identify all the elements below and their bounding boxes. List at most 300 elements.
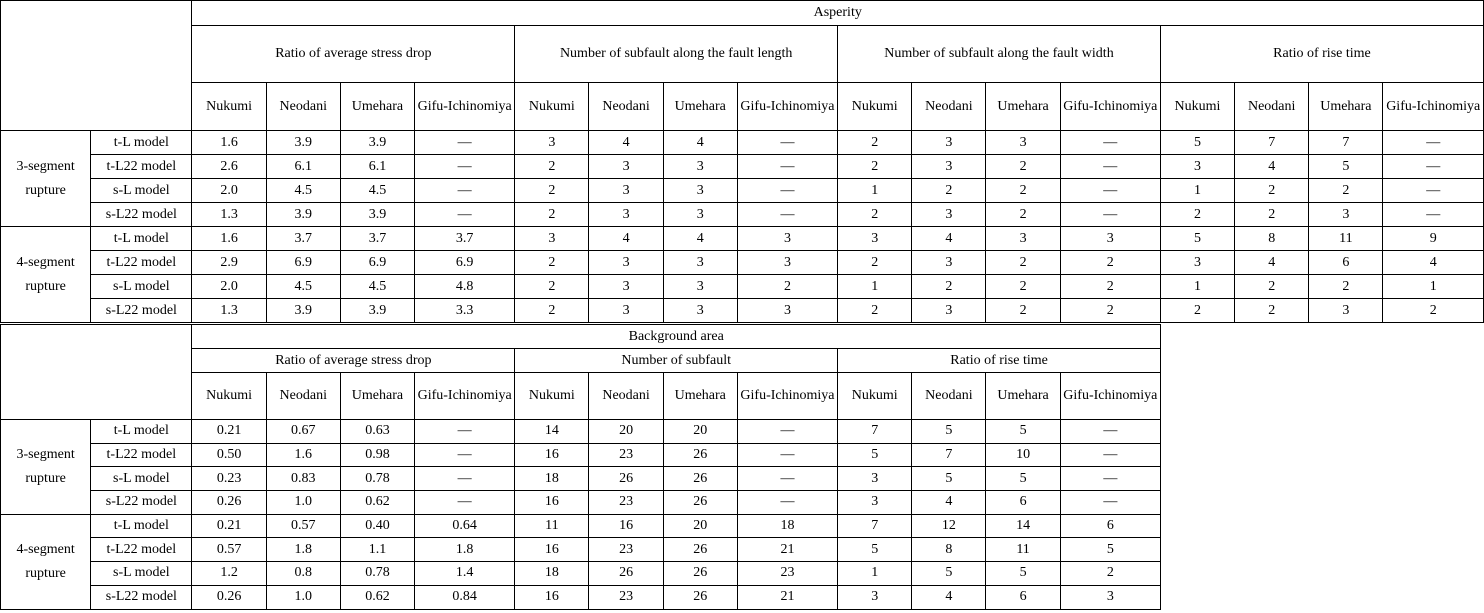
table-cell: — bbox=[1060, 467, 1160, 491]
table-cell: 3.9 bbox=[340, 203, 414, 227]
corner-cell bbox=[1, 1, 192, 131]
table-cell: — bbox=[415, 443, 515, 467]
title-row bbox=[1, 325, 1161, 349]
site-header: Nukumi bbox=[515, 373, 589, 420]
table-cell: 4.5 bbox=[266, 275, 340, 299]
table-row bbox=[1, 562, 1161, 586]
table-cell: 1.0 bbox=[266, 585, 340, 609]
table-cell: 2 bbox=[737, 275, 837, 299]
table-cell: — bbox=[415, 420, 515, 444]
table-cell: 2 bbox=[1309, 275, 1383, 299]
table-row bbox=[1, 227, 1484, 251]
table-row bbox=[1, 131, 1484, 155]
table-cell: 3 bbox=[663, 179, 737, 203]
table-cell: 2 bbox=[838, 251, 912, 275]
table-cell: — bbox=[1383, 155, 1484, 179]
table-cell: 2 bbox=[986, 299, 1060, 323]
table-cell: — bbox=[737, 131, 837, 155]
model-label: s-L22 model bbox=[91, 585, 192, 609]
table-cell: — bbox=[737, 467, 837, 491]
table-cell: 0.84 bbox=[415, 585, 515, 609]
model-label: t-L22 model bbox=[91, 443, 192, 467]
model-label: s-L model bbox=[91, 275, 192, 299]
table-cell: 1.1 bbox=[340, 538, 414, 562]
table-cell: — bbox=[737, 420, 837, 444]
table-cell: 0.40 bbox=[340, 514, 414, 538]
table-cell: — bbox=[737, 491, 837, 515]
table-cell: 3 bbox=[737, 227, 837, 251]
table-cell: 3 bbox=[589, 299, 663, 323]
table-cell: 3 bbox=[515, 227, 589, 251]
table-cell: 11 bbox=[986, 538, 1060, 562]
table-cell: 3 bbox=[986, 131, 1060, 155]
table-cell: 5 bbox=[1309, 155, 1383, 179]
table-cell: — bbox=[1383, 131, 1484, 155]
table-cell: — bbox=[737, 155, 837, 179]
table-cell: 4 bbox=[1383, 251, 1484, 275]
model-label: t-L model bbox=[91, 420, 192, 444]
table-cell: 3 bbox=[663, 203, 737, 227]
model-label: s-L model bbox=[91, 467, 192, 491]
site-header: Umehara bbox=[663, 373, 737, 420]
table-cell: 3 bbox=[663, 299, 737, 323]
site-header: Neodani bbox=[912, 373, 986, 420]
table-cell: — bbox=[1060, 155, 1160, 179]
table-cell: 4 bbox=[589, 131, 663, 155]
table-cell: 2 bbox=[1383, 299, 1484, 323]
table-cell: 26 bbox=[663, 491, 737, 515]
table-cell: — bbox=[415, 179, 515, 203]
table-cell: 3.7 bbox=[415, 227, 515, 251]
table-cell: 2 bbox=[912, 179, 986, 203]
table-cell: 3 bbox=[912, 251, 986, 275]
table-cell: 16 bbox=[589, 514, 663, 538]
table-cell: 0.21 bbox=[192, 420, 266, 444]
table-row bbox=[1, 538, 1161, 562]
table-cell: 0.64 bbox=[415, 514, 515, 538]
site-header: Nukumi bbox=[838, 83, 912, 131]
table-cell: 0.50 bbox=[192, 443, 266, 467]
table-cell: 3.9 bbox=[266, 131, 340, 155]
table-cell: 7 bbox=[912, 443, 986, 467]
table-cell: 7 bbox=[1309, 131, 1383, 155]
table-cell: 5 bbox=[1160, 227, 1234, 251]
table-row bbox=[1, 585, 1161, 609]
table-cell: 0.23 bbox=[192, 467, 266, 491]
table-cell: 2 bbox=[1235, 299, 1309, 323]
table-cell: 3 bbox=[1060, 227, 1160, 251]
table-cell: 3.9 bbox=[340, 299, 414, 323]
table-cell: 6 bbox=[1060, 514, 1160, 538]
group-header: Ratio of average stress drop bbox=[192, 349, 515, 373]
table-cell: — bbox=[415, 491, 515, 515]
table-cell: 20 bbox=[663, 514, 737, 538]
table-cell: 3 bbox=[737, 251, 837, 275]
model-label: t-L22 model bbox=[91, 155, 192, 179]
model-label: s-L22 model bbox=[91, 491, 192, 515]
table-cell: 21 bbox=[737, 538, 837, 562]
table-cell: 3.9 bbox=[340, 131, 414, 155]
table-cell: — bbox=[1060, 179, 1160, 203]
table-row bbox=[1, 467, 1161, 491]
table-cell: — bbox=[1060, 131, 1160, 155]
table-cell: 3 bbox=[515, 131, 589, 155]
table-cell: 8 bbox=[1235, 227, 1309, 251]
table-cell: 14 bbox=[986, 514, 1060, 538]
table-row bbox=[1, 155, 1484, 179]
table-cell: 2 bbox=[986, 275, 1060, 299]
corner-cell bbox=[1, 325, 192, 420]
table-cell: 3.3 bbox=[415, 299, 515, 323]
table-cell: 0.98 bbox=[340, 443, 414, 467]
table-cell: 2 bbox=[1060, 251, 1160, 275]
table-cell: — bbox=[1060, 420, 1160, 444]
table-cell: 0.67 bbox=[266, 420, 340, 444]
table-cell: 23 bbox=[589, 538, 663, 562]
table-cell: 1.2 bbox=[192, 562, 266, 586]
table-cell: 2 bbox=[515, 179, 589, 203]
table-cell: 23 bbox=[589, 491, 663, 515]
model-label: s-L model bbox=[91, 179, 192, 203]
table-cell: 3 bbox=[589, 251, 663, 275]
table-cell: 1.6 bbox=[266, 443, 340, 467]
table-cell: 26 bbox=[663, 585, 737, 609]
table-cell: 0.63 bbox=[340, 420, 414, 444]
group-header: Ratio of rise time bbox=[1160, 26, 1483, 83]
table-cell: 3 bbox=[838, 585, 912, 609]
table-cell: 0.62 bbox=[340, 491, 414, 515]
table-cell: 2 bbox=[986, 203, 1060, 227]
table-cell: 2 bbox=[986, 155, 1060, 179]
table-title: Background area bbox=[192, 325, 1161, 349]
table-cell: 16 bbox=[515, 443, 589, 467]
table-cell: 1.8 bbox=[415, 538, 515, 562]
table-cell: 4 bbox=[912, 491, 986, 515]
table-cell: — bbox=[737, 443, 837, 467]
site-header: Neodani bbox=[266, 373, 340, 420]
table-row bbox=[1, 203, 1484, 227]
table-cell: 26 bbox=[663, 538, 737, 562]
table-title: Asperity bbox=[192, 1, 1484, 26]
table-cell: 12 bbox=[912, 514, 986, 538]
table-cell: 7 bbox=[1235, 131, 1309, 155]
table-cell: 2.9 bbox=[192, 251, 266, 275]
site-header: Umehara bbox=[986, 83, 1060, 131]
table-cell: 2 bbox=[838, 155, 912, 179]
table-cell: 23 bbox=[737, 562, 837, 586]
table-cell: 6.9 bbox=[415, 251, 515, 275]
table-cell: 5 bbox=[912, 467, 986, 491]
table-row bbox=[1, 514, 1161, 538]
table-cell: — bbox=[415, 155, 515, 179]
site-header: Gifu-Ichinomiya bbox=[415, 83, 515, 131]
table-cell: — bbox=[1383, 179, 1484, 203]
table-cell: 6 bbox=[986, 585, 1060, 609]
table-cell: 0.8 bbox=[266, 562, 340, 586]
rupture-scenario-label: 4-segment rupture bbox=[1, 227, 91, 323]
table-cell: 3.9 bbox=[266, 299, 340, 323]
model-label: s-L model bbox=[91, 562, 192, 586]
table-cell: 1.4 bbox=[415, 562, 515, 586]
site-header: Neodani bbox=[589, 373, 663, 420]
table-cell: — bbox=[1060, 491, 1160, 515]
table-cell: 0.78 bbox=[340, 467, 414, 491]
rupture-scenario-label: 4-segment rupture bbox=[1, 514, 91, 609]
table-cell: 18 bbox=[515, 467, 589, 491]
table-cell: 1.3 bbox=[192, 299, 266, 323]
table-cell: 3 bbox=[737, 299, 837, 323]
table-row bbox=[1, 179, 1484, 203]
table-cell: 4.8 bbox=[415, 275, 515, 299]
table-cell: 2 bbox=[986, 251, 1060, 275]
group-header: Number of subfault along the fault width bbox=[838, 26, 1161, 83]
table-cell: 2 bbox=[515, 299, 589, 323]
table-cell: 2.0 bbox=[192, 275, 266, 299]
table-cell: 1.0 bbox=[266, 491, 340, 515]
table-cell: 7 bbox=[838, 420, 912, 444]
site-header: Nukumi bbox=[838, 373, 912, 420]
table-cell: 3 bbox=[663, 275, 737, 299]
model-label: t-L model bbox=[91, 131, 192, 155]
table-cell: — bbox=[415, 467, 515, 491]
table-cell: 2 bbox=[1160, 299, 1234, 323]
table-cell: 4 bbox=[912, 585, 986, 609]
table-cell: 1 bbox=[1383, 275, 1484, 299]
table-cell: 3 bbox=[589, 275, 663, 299]
table-cell: 1.8 bbox=[266, 538, 340, 562]
table-cell: 26 bbox=[589, 467, 663, 491]
table-cell: 3 bbox=[1309, 203, 1383, 227]
table-cell: — bbox=[415, 203, 515, 227]
rupture-scenario-label: 3-segment rupture bbox=[1, 420, 91, 515]
table-cell: 2 bbox=[1235, 275, 1309, 299]
table-row bbox=[1, 275, 1484, 299]
table-cell: 2 bbox=[838, 131, 912, 155]
table-cell: 2 bbox=[1060, 275, 1160, 299]
table-cell: 2 bbox=[838, 299, 912, 323]
table-cell: 2 bbox=[515, 155, 589, 179]
site-header: Umehara bbox=[340, 83, 414, 131]
table-cell: 3 bbox=[1060, 585, 1160, 609]
table-cell: 1.6 bbox=[192, 131, 266, 155]
table-cell: 0.83 bbox=[266, 467, 340, 491]
table-cell: 4.5 bbox=[340, 179, 414, 203]
site-header: Neodani bbox=[266, 83, 340, 131]
site-header: Nukumi bbox=[192, 373, 266, 420]
table-cell: 3 bbox=[663, 155, 737, 179]
table-cell: 0.78 bbox=[340, 562, 414, 586]
site-header: Umehara bbox=[1309, 83, 1383, 131]
table-cell: 3 bbox=[912, 203, 986, 227]
table-cell: 4.5 bbox=[266, 179, 340, 203]
table-cell: 2 bbox=[1160, 203, 1234, 227]
site-header: Neodani bbox=[912, 83, 986, 131]
table-cell: 18 bbox=[737, 514, 837, 538]
site-header: Umehara bbox=[986, 373, 1060, 420]
table-cell: 1 bbox=[838, 179, 912, 203]
background-area-table bbox=[0, 324, 1161, 610]
model-label: t-L model bbox=[91, 514, 192, 538]
table-cell: 26 bbox=[663, 562, 737, 586]
table-cell: 3 bbox=[663, 251, 737, 275]
table-cell: 5 bbox=[912, 562, 986, 586]
table-cell: — bbox=[1060, 443, 1160, 467]
table-cell: 3 bbox=[986, 227, 1060, 251]
table-cell: 26 bbox=[589, 562, 663, 586]
model-label: t-L22 model bbox=[91, 538, 192, 562]
group-header: Ratio of rise time bbox=[838, 349, 1161, 373]
table-cell: 3 bbox=[1160, 251, 1234, 275]
site-header: Neodani bbox=[1235, 83, 1309, 131]
table-cell: 2 bbox=[1060, 562, 1160, 586]
table-cell: 5 bbox=[1060, 538, 1160, 562]
table-cell: 5 bbox=[986, 467, 1060, 491]
table-cell: 0.26 bbox=[192, 585, 266, 609]
table-cell: 5 bbox=[986, 420, 1060, 444]
table-cell: 5 bbox=[986, 562, 1060, 586]
site-header: Gifu-Ichinomiya bbox=[737, 373, 837, 420]
table-row bbox=[1, 491, 1161, 515]
table-cell: 20 bbox=[663, 420, 737, 444]
table-cell: 3.7 bbox=[266, 227, 340, 251]
table-cell: 3.9 bbox=[266, 203, 340, 227]
model-label: t-L22 model bbox=[91, 251, 192, 275]
table-cell: 4 bbox=[663, 227, 737, 251]
table-cell: 16 bbox=[515, 491, 589, 515]
table-cell: 0.26 bbox=[192, 491, 266, 515]
table-cell: 3 bbox=[1160, 155, 1234, 179]
table-cell: 0.21 bbox=[192, 514, 266, 538]
table-row bbox=[1, 299, 1484, 323]
table-cell: 4 bbox=[1235, 155, 1309, 179]
table-cell: 11 bbox=[1309, 227, 1383, 251]
site-header: Umehara bbox=[340, 373, 414, 420]
table-cell: 6 bbox=[986, 491, 1060, 515]
table-cell: — bbox=[737, 179, 837, 203]
table-row bbox=[1, 251, 1484, 275]
table-cell: 18 bbox=[515, 562, 589, 586]
table-cell: 1 bbox=[1160, 179, 1234, 203]
table-cell: 2.0 bbox=[192, 179, 266, 203]
table-cell: 5 bbox=[838, 538, 912, 562]
table-cell: 1 bbox=[838, 275, 912, 299]
table-cell: 6.1 bbox=[266, 155, 340, 179]
table-cell: 4 bbox=[1235, 251, 1309, 275]
table-cell: 3 bbox=[838, 491, 912, 515]
table-cell: 14 bbox=[515, 420, 589, 444]
table-cell: 2 bbox=[838, 203, 912, 227]
table-cell: 6.9 bbox=[340, 251, 414, 275]
table-cell: 16 bbox=[515, 585, 589, 609]
table-cell: 3 bbox=[912, 131, 986, 155]
table-cell: 3.7 bbox=[340, 227, 414, 251]
model-label: t-L model bbox=[91, 227, 192, 251]
table-cell: 26 bbox=[663, 443, 737, 467]
table-cell: 5 bbox=[838, 443, 912, 467]
site-header: Gifu-Ichinomiya bbox=[1060, 373, 1160, 420]
table-cell: 2 bbox=[1235, 203, 1309, 227]
table-cell: 21 bbox=[737, 585, 837, 609]
table-cell: 3 bbox=[589, 179, 663, 203]
site-header: Nukumi bbox=[192, 83, 266, 131]
table-cell: 4.5 bbox=[340, 275, 414, 299]
table-cell: 2 bbox=[515, 251, 589, 275]
table-cell: 3 bbox=[589, 203, 663, 227]
table-cell: 3 bbox=[589, 155, 663, 179]
model-label: s-L22 model bbox=[91, 299, 192, 323]
table-cell: 3 bbox=[838, 227, 912, 251]
table-cell: 3 bbox=[1309, 299, 1383, 323]
table-cell: 23 bbox=[589, 443, 663, 467]
table-cell: 26 bbox=[663, 467, 737, 491]
table-cell: — bbox=[415, 131, 515, 155]
table-cell: 2 bbox=[986, 179, 1060, 203]
table-cell: 2 bbox=[515, 203, 589, 227]
table-cell: 4 bbox=[912, 227, 986, 251]
group-header-row bbox=[1, 26, 1484, 83]
table-cell: — bbox=[1060, 203, 1160, 227]
table-cell: 20 bbox=[589, 420, 663, 444]
site-header: Gifu-Ichinomiya bbox=[737, 83, 837, 131]
table-cell: 3 bbox=[912, 155, 986, 179]
table-cell: 4 bbox=[663, 131, 737, 155]
site-header: Gifu-Ichinomiya bbox=[1060, 83, 1160, 131]
table-cell: 10 bbox=[986, 443, 1060, 467]
table-cell: 0.57 bbox=[192, 538, 266, 562]
table-cell: 2 bbox=[515, 275, 589, 299]
table-cell: 2 bbox=[1235, 179, 1309, 203]
table-cell: 2 bbox=[1060, 299, 1160, 323]
group-header: Number of subfault bbox=[515, 349, 838, 373]
table-row bbox=[1, 420, 1161, 444]
table-cell: 9 bbox=[1383, 227, 1484, 251]
table-cell: 0.57 bbox=[266, 514, 340, 538]
table-cell: 1.6 bbox=[192, 227, 266, 251]
table-cell: 1 bbox=[1160, 275, 1234, 299]
table-cell: 23 bbox=[589, 585, 663, 609]
table-cell: 2 bbox=[912, 275, 986, 299]
table-cell: 6 bbox=[1309, 251, 1383, 275]
title-row bbox=[1, 1, 1484, 26]
site-header: Nukumi bbox=[1160, 83, 1234, 131]
table-cell: 11 bbox=[515, 514, 589, 538]
table-cell: 8 bbox=[912, 538, 986, 562]
group-header: Number of subfault along the fault length bbox=[515, 26, 838, 83]
site-header: Nukumi bbox=[515, 83, 589, 131]
table-cell: — bbox=[737, 203, 837, 227]
table-cell: 6.1 bbox=[340, 155, 414, 179]
site-header: Neodani bbox=[589, 83, 663, 131]
table-cell: 1.3 bbox=[192, 203, 266, 227]
site-header: Umehara bbox=[663, 83, 737, 131]
rupture-scenario-label: 3-segment rupture bbox=[1, 131, 91, 227]
table-cell: 2 bbox=[1309, 179, 1383, 203]
table-cell: 5 bbox=[1160, 131, 1234, 155]
table-cell: 5 bbox=[912, 420, 986, 444]
table-cell: 2.6 bbox=[192, 155, 266, 179]
table-cell: 3 bbox=[912, 299, 986, 323]
group-header: Ratio of average stress drop bbox=[192, 26, 515, 83]
table-cell: 0.62 bbox=[340, 585, 414, 609]
table-cell: 6.9 bbox=[266, 251, 340, 275]
table-cell: 3 bbox=[838, 467, 912, 491]
site-header: Gifu-Ichinomiya bbox=[415, 373, 515, 420]
table-cell: 16 bbox=[515, 538, 589, 562]
table-cell: 7 bbox=[838, 514, 912, 538]
site-header-row bbox=[1, 83, 1484, 131]
table-cell: 4 bbox=[589, 227, 663, 251]
table-row bbox=[1, 443, 1161, 467]
